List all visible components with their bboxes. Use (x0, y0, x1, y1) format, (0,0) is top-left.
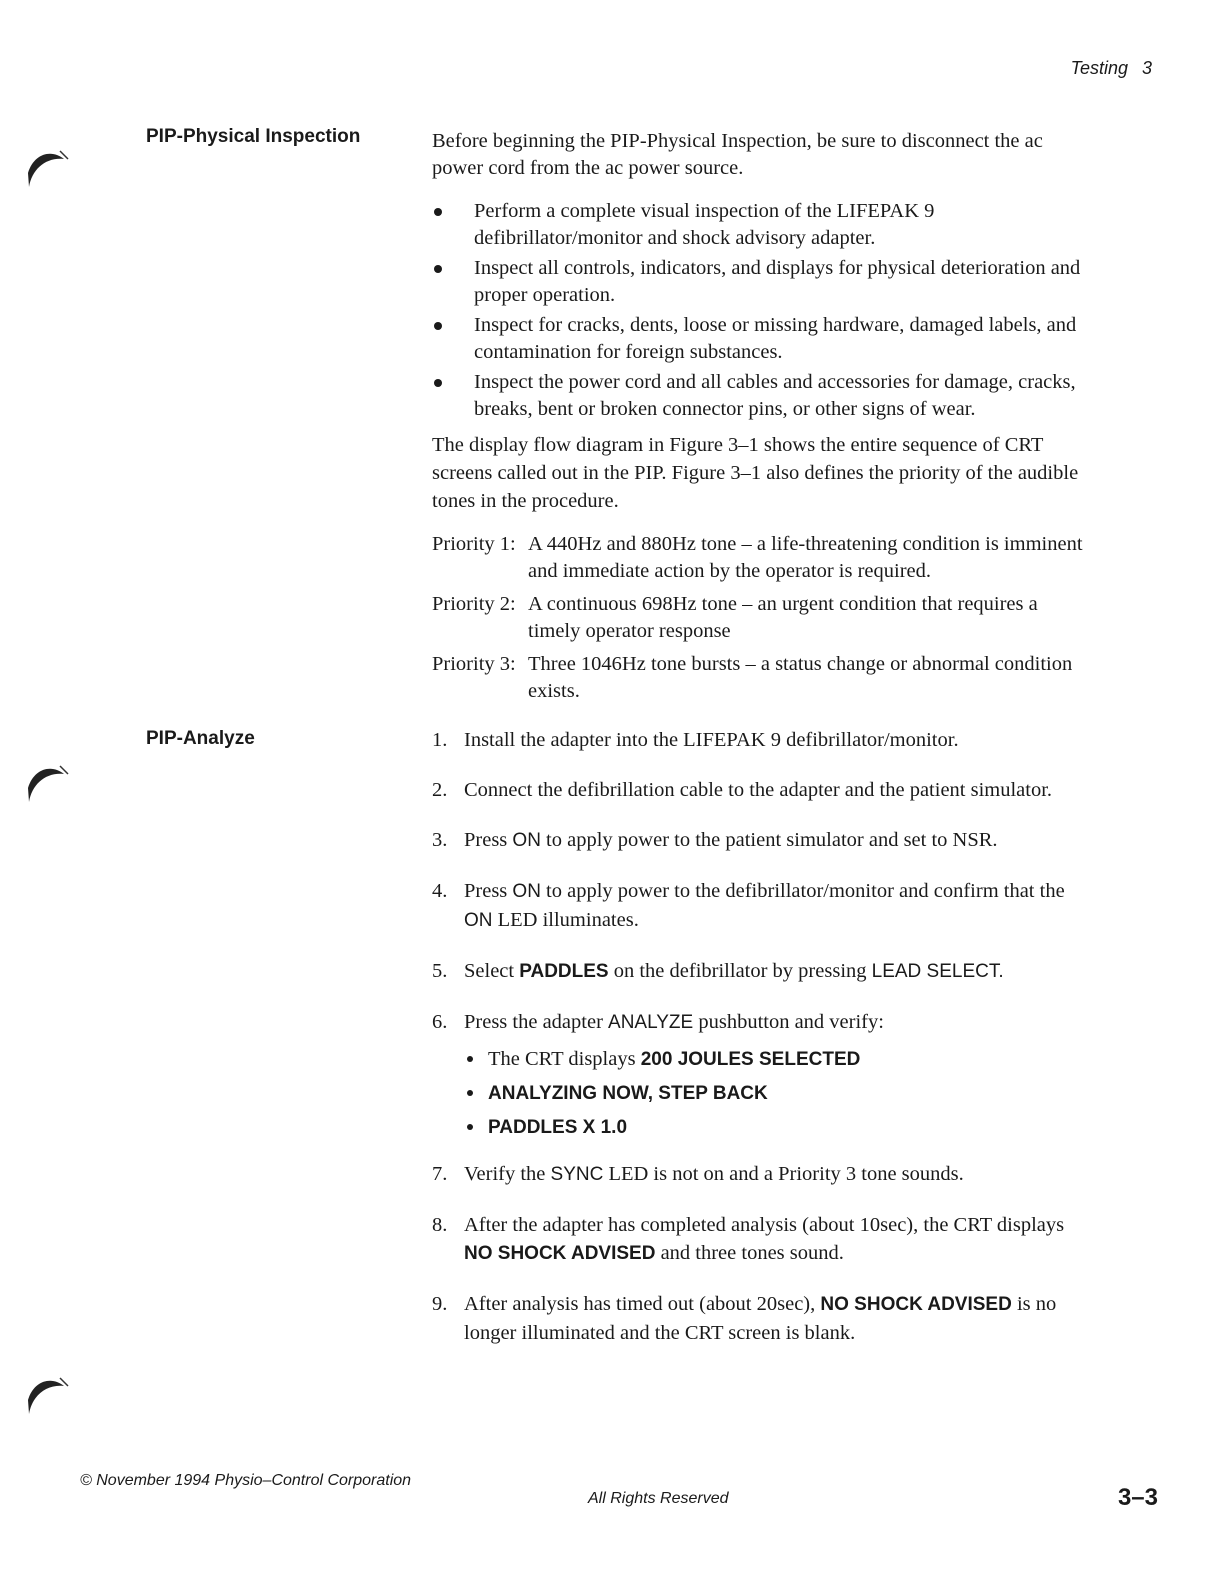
control-label: LEAD SELECT. (871, 961, 1004, 982)
control-label: ANALYZE (608, 1012, 694, 1033)
step-text-part: After analysis has timed out (about 20sec), (464, 1293, 821, 1315)
display-text: PADDLES (519, 961, 609, 982)
step-5 (432, 957, 1092, 986)
flow-diagram-paragraph: The display flow diagram in Figure 3–1 shows the entire sequence of CRT screens called out in the PIP. Figure 3–1 also defines the priority of the audible tones in the procedure. (432, 434, 1079, 512)
sub-text: The CRT displays (488, 1048, 641, 1070)
priority-item (432, 531, 1092, 585)
list-item: Inspect the power cord and all cables and accessories for damage, cracks, breaks, bent or broken connector pins, or other signs of wear. (432, 369, 1092, 423)
punch-hole-icon (22, 1372, 72, 1422)
step-text-part: Press (464, 880, 513, 902)
footer-rights: All Rights Reserved (588, 1490, 729, 1507)
list-item: Inspect all controls, indicators, and displays for physical deterioration and proper operation. (432, 255, 1092, 309)
display-text: PADDLES X 1.0 (488, 1117, 628, 1138)
inspection-bullet-list (432, 198, 1092, 423)
step-text-part: Select (464, 960, 520, 982)
step-text-part: is no longer illuminated and the CRT screen is blank. (464, 1293, 1057, 1344)
section-heading-analyze: PIP-Analyze (146, 728, 255, 749)
priority-label: Priority 1: (432, 533, 516, 555)
display-text: NO SHOCK ADVISED (464, 1243, 656, 1264)
step-number: 6. (432, 1011, 448, 1033)
punch-hole-icon (22, 760, 72, 810)
step-number: 8. (432, 1214, 448, 1236)
step-9 (432, 1290, 1092, 1347)
footer-copyright: © November 1994 Physio–Control Corporation (80, 1472, 412, 1489)
step-text-part: and three tones sound. (655, 1242, 844, 1264)
step-text-part: LED illuminates. (492, 909, 639, 931)
step-text: Connect the defibrillation cable to the adapter and the patient simulator. (464, 779, 1053, 801)
list-item: Inspect for cracks, dents, loose or missing hardware, damaged labels, and contamination for foreign substances. (432, 312, 1092, 366)
priority-text: A continuous 698Hz tone – an urgent condition that requires a timely operator response (528, 593, 1038, 642)
header-chapter: 3 (1141, 58, 1152, 78)
step-text-part: After the adapter has completed analysis (about 10sec), the CRT displays (464, 1214, 1065, 1236)
step-number: 3. (432, 829, 448, 851)
analyze-body (432, 726, 1092, 1369)
priority-label: Priority 3: (432, 653, 516, 675)
priority-item (432, 651, 1092, 705)
control-label: ON (512, 881, 541, 902)
step-6 (432, 1008, 1092, 1142)
priority-label: Priority 2: (432, 593, 516, 615)
step-text-part: on the defibrillator by pressing (608, 960, 872, 982)
step-number: 7. (432, 1163, 448, 1185)
step-number: 5. (432, 960, 448, 982)
step-8 (432, 1211, 1092, 1268)
punch-hole-icon (22, 145, 72, 195)
step-number: 1. (432, 729, 448, 751)
page-number: 3–3 (1117, 1484, 1158, 1511)
step-text-part: Press (464, 829, 513, 851)
section-heading-physical-inspection: PIP-Physical Inspection (146, 126, 361, 147)
list-item (464, 1079, 1092, 1108)
step-3 (432, 826, 1092, 855)
priority-text: A 440Hz and 880Hz tone – a life-threatening condition is imminent and immediate action by the operator is required. (528, 533, 1083, 582)
step-number: 2. (432, 779, 448, 801)
priority-text: Three 1046Hz tone bursts – a status change or abnormal condition exists. (528, 653, 1073, 702)
header-section: Testing (1070, 58, 1128, 78)
step-number: 9. (432, 1293, 448, 1315)
step-text-part: pushbutton and verify: (693, 1011, 884, 1033)
step-2 (432, 776, 1092, 804)
step-4 (432, 877, 1092, 935)
list-item (464, 1113, 1092, 1142)
step-number: 4. (432, 880, 448, 902)
control-label: ON (512, 830, 541, 851)
running-header (1071, 58, 1152, 79)
step-text-part: LED is not on and a Priority 3 tone sounds. (603, 1163, 964, 1185)
list-item (464, 1045, 1092, 1074)
analyze-step-list (432, 726, 1092, 1347)
step-1 (432, 726, 1092, 754)
verify-sublist (464, 1045, 1092, 1142)
priority-item (432, 591, 1092, 645)
display-text: NO SHOCK ADVISED (820, 1294, 1012, 1315)
step-text-part: to apply power to the defibrillator/monitor and confirm that the (540, 880, 1065, 902)
list-item: Perform a complete visual inspection of the LIFEPAK 9 defibrillator/monitor and shock advisory adapter. (432, 198, 1092, 252)
display-text: ANALYZING NOW, STEP BACK (488, 1083, 768, 1104)
display-text: 200 JOULES SELECTED (640, 1049, 861, 1070)
step-text-part: Press the adapter (464, 1011, 609, 1033)
control-label: ON (464, 910, 493, 931)
physical-intro: Before beginning the PIP-Physical Inspection, be sure to disconnect the ac power cord from the ac power source. (432, 130, 1043, 179)
step-text: Install the adapter into the LIFEPAK 9 defibrillator/monitor. (464, 729, 959, 751)
step-7 (432, 1160, 1092, 1189)
control-label: SYNC (550, 1164, 604, 1185)
physical-inspection-body (432, 128, 1092, 711)
step-text-part: to apply power to the patient simulator and set to NSR. (540, 829, 998, 851)
step-text-part: Verify the (464, 1163, 551, 1185)
